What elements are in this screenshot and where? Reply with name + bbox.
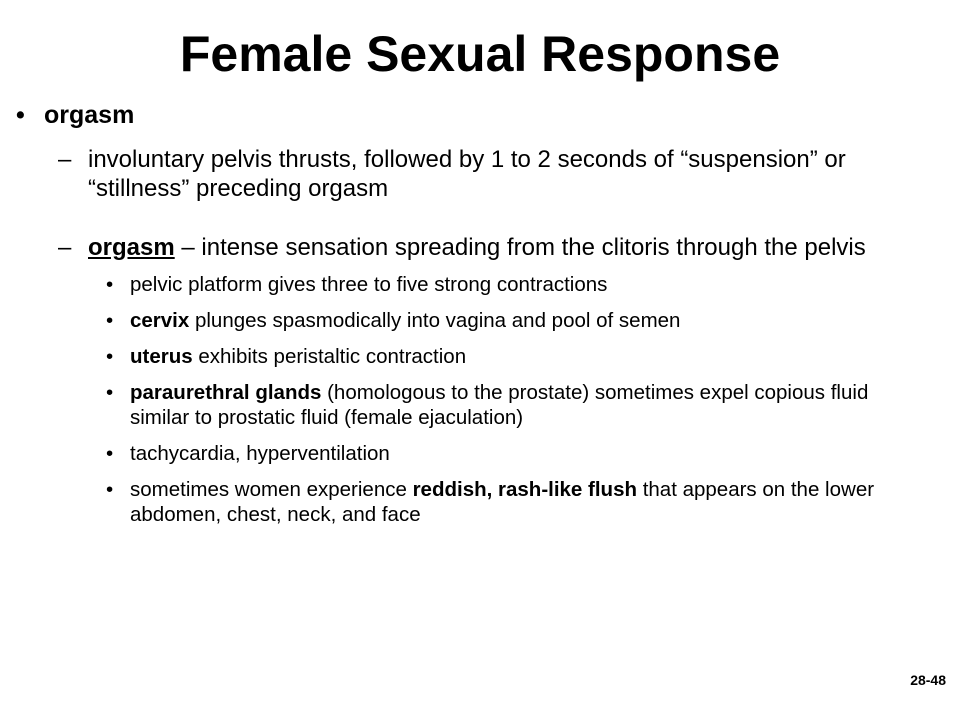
text-run: (homologous to the prostate) sometimes expel copious fluid similar to prostatic fluid (female ejaculation)	[130, 381, 869, 430]
bullet-icon: •	[106, 442, 114, 466]
sub-bullet-orgasm-definition	[0, 234, 960, 263]
detail-tachycardia	[0, 441, 960, 466]
detail-uterus	[0, 344, 960, 369]
detail-flush	[0, 477, 960, 527]
bold-text-run: reddish, rash-like flush	[412, 478, 637, 502]
slide-title: Female Sexual Response	[179, 26, 781, 82]
bold-text-run: orgasm	[44, 101, 135, 129]
text-run: sometimes women experience	[130, 478, 413, 502]
detail-cervix	[0, 308, 960, 333]
bullet-orgasm	[0, 100, 960, 130]
text-run: that appears on the lower abdomen, chest, neck, and face	[130, 478, 875, 527]
bullet-icon: •	[106, 478, 114, 502]
detail-paraurethral-glands	[0, 380, 960, 430]
bullet-icon: •	[106, 309, 114, 333]
detail-text	[130, 345, 466, 368]
bullet-icon: •	[106, 345, 114, 369]
text-run: plunges spasmodically into vagina and pool of semen	[189, 309, 681, 333]
text-run: involuntary pelvis thrusts, followed by 1 to 2 seconds of “suspension” or “stillness” preceding orgasm	[88, 146, 846, 202]
detail-text	[130, 273, 607, 296]
text-run: pelvic platform gives three to five strong contractions	[130, 273, 608, 297]
text-run: exhibits peristaltic contraction	[192, 345, 467, 369]
sub-bullet-text	[88, 146, 846, 202]
sub-bullet-text	[88, 234, 866, 261]
bold-text-run: uterus	[130, 345, 193, 369]
bold-underlined-text-run: orgasm	[88, 233, 175, 261]
detail-text	[130, 381, 868, 429]
detail-text	[130, 478, 874, 526]
dash-icon: –	[58, 146, 72, 173]
bold-text-run: paraurethral glands	[130, 381, 322, 405]
bullet-icon: •	[106, 273, 114, 297]
detail-text	[130, 309, 680, 332]
sub-bullet-involuntary-thrusts	[0, 146, 960, 204]
dash-icon: –	[58, 233, 72, 261]
slide-number: 28-48	[910, 672, 946, 688]
bullet-text	[44, 101, 134, 129]
bullet-icon: •	[106, 381, 114, 405]
bullet-icon: •	[16, 101, 25, 129]
detail-text	[130, 442, 390, 465]
bold-text-run: cervix	[130, 309, 190, 333]
text-run: – intense sensation spreading from the clitoris through the pelvis	[174, 233, 866, 261]
slide-content	[0, 100, 960, 538]
text-run: tachycardia, hyperventilation	[130, 442, 390, 466]
detail-pelvic-platform	[0, 272, 960, 297]
